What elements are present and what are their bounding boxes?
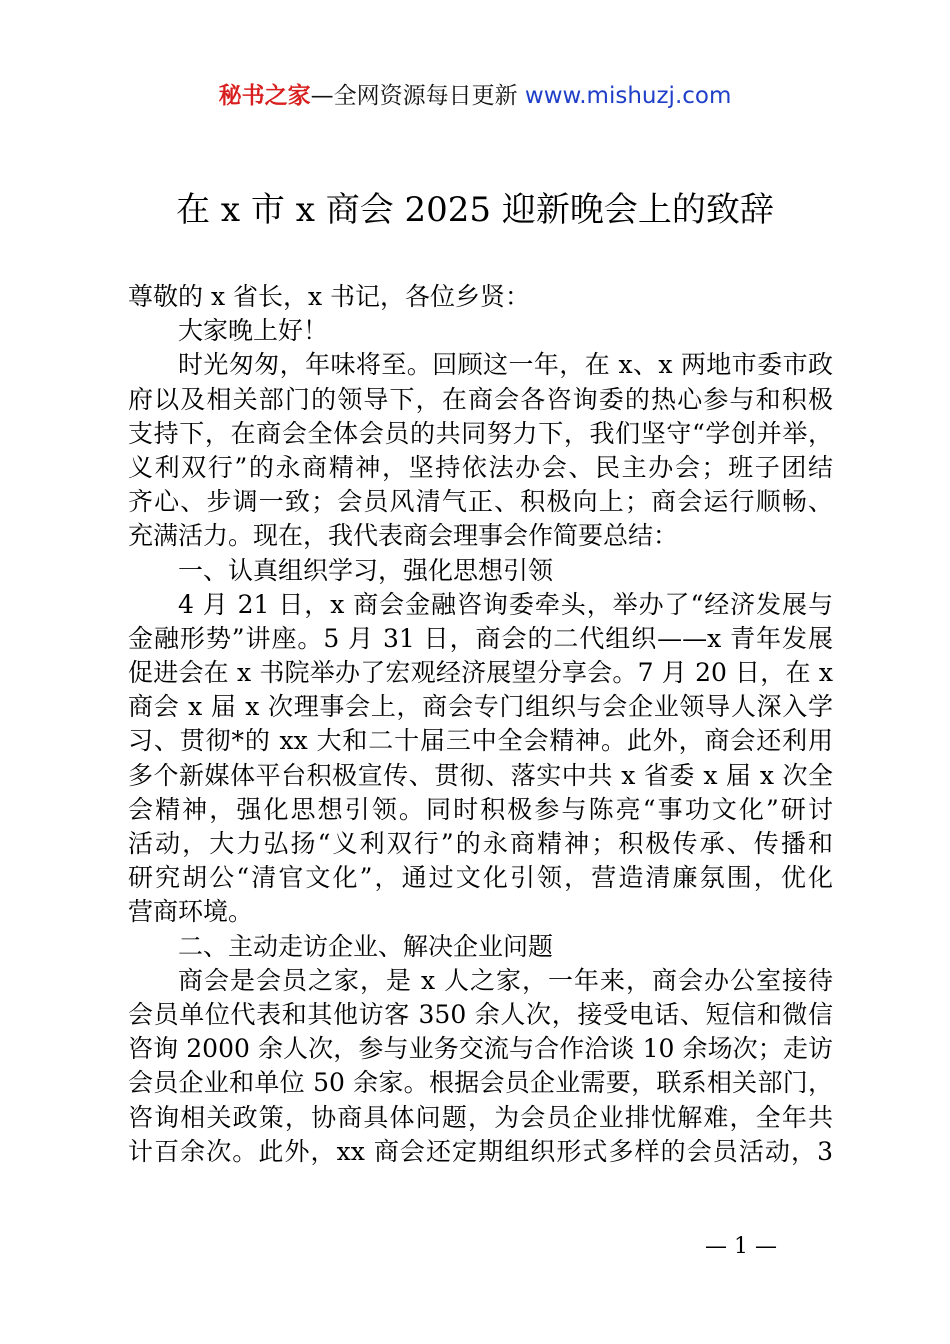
text-line: 义利双行”的永商精神，坚持依法办会、民主办会；班子团结	[128, 452, 833, 482]
text-line: 一、认真组织学习，强化思想引领	[178, 555, 554, 585]
text-line: 大家晚上好！	[178, 316, 329, 346]
page-number: — 1 —	[705, 1234, 777, 1259]
text-line: 研究胡公“清官文化”，通过文化引领，营造清廉氛围，优化	[128, 863, 833, 893]
text-line: 咨询 2000 余人次，参与业务交流与合作洽谈 10 余场次；走访	[128, 1034, 833, 1064]
text-line: 营商环境。	[128, 897, 254, 927]
text-line: 金融形势”讲座。5 月 31 日，商会的二代组织——x 青年发展	[128, 623, 833, 653]
text-line: 会员单位代表和其他访客 350 余人次，接受电话、短信和微信	[128, 999, 833, 1029]
text-line: 充满活力。现在，我代表商会理事会作简要总结：	[128, 521, 679, 551]
site-url-link[interactable]: www.mishuzj.com	[524, 83, 732, 109]
document-body	[128, 280, 833, 1169]
text-line: 促进会在 x 书院举办了宏观经济展望分享会。7 月 20 日，在 x	[128, 658, 833, 688]
text-line: 商会 x 届 x 次理事会上，商会专门组织与会企业领导人深入学	[128, 692, 833, 722]
brand-link[interactable]: 秘书之家	[218, 83, 311, 109]
text-line: 尊敬的 x 省长，x 书记，各位乡贤：	[128, 282, 531, 311]
text-line: 4 月 21 日，x 商会金融咨询委牵头，举办了“经济发展与	[178, 589, 833, 619]
text-line: 府以及相关部门的领导下，在商会各咨询委的热心参与和积极	[128, 384, 833, 414]
text-line: 商会是会员之家，是 x 人之家，一年来，商会办公室接待	[178, 965, 833, 995]
text-line: 咨询相关政策，协商具体问题，为会员企业排忧解难，全年共	[128, 1102, 833, 1132]
text-line: 支持下，在商会全体会员的共同努力下，我们坚守“学创并举，	[128, 418, 833, 448]
text-line: 会员企业和单位 50 余家。根据会员企业需要，联系相关部门，	[128, 1068, 833, 1098]
text-line: 时光匆匆，年味将至。回顾这一年，在 x、x 两地市委市政	[178, 350, 833, 380]
text-line: 二、主动走访企业、解决企业问题	[178, 931, 554, 961]
text-line: 习、贯彻*的 xx 大和二十届三中全会精神。此外，商会还利用	[128, 726, 833, 756]
site-header	[0, 80, 950, 112]
text-line: 计百余次。此外，xx 商会还定期组织形式多样的会员活动，3	[128, 1136, 833, 1166]
text-line: 会精神，强化思想引领。同时积极参与陈亮“事功文化”研讨	[128, 794, 833, 824]
text-line: 齐心、步调一致；会员风清气正、积极向上；商会运行顺畅、	[128, 487, 833, 517]
header-tagline: —全网资源每日更新	[310, 83, 518, 109]
text-line: 多个新媒体平台积极宣传、贯彻、落实中共 x 省委 x 届 x 次全	[128, 760, 833, 790]
text-line: 活动，大力弘扬“义利双行”的永商精神；积极传承、传播和	[128, 829, 833, 858]
document-title: 在 x 市 x 商会 2025 迎新晚会上的致辞	[176, 190, 774, 230]
